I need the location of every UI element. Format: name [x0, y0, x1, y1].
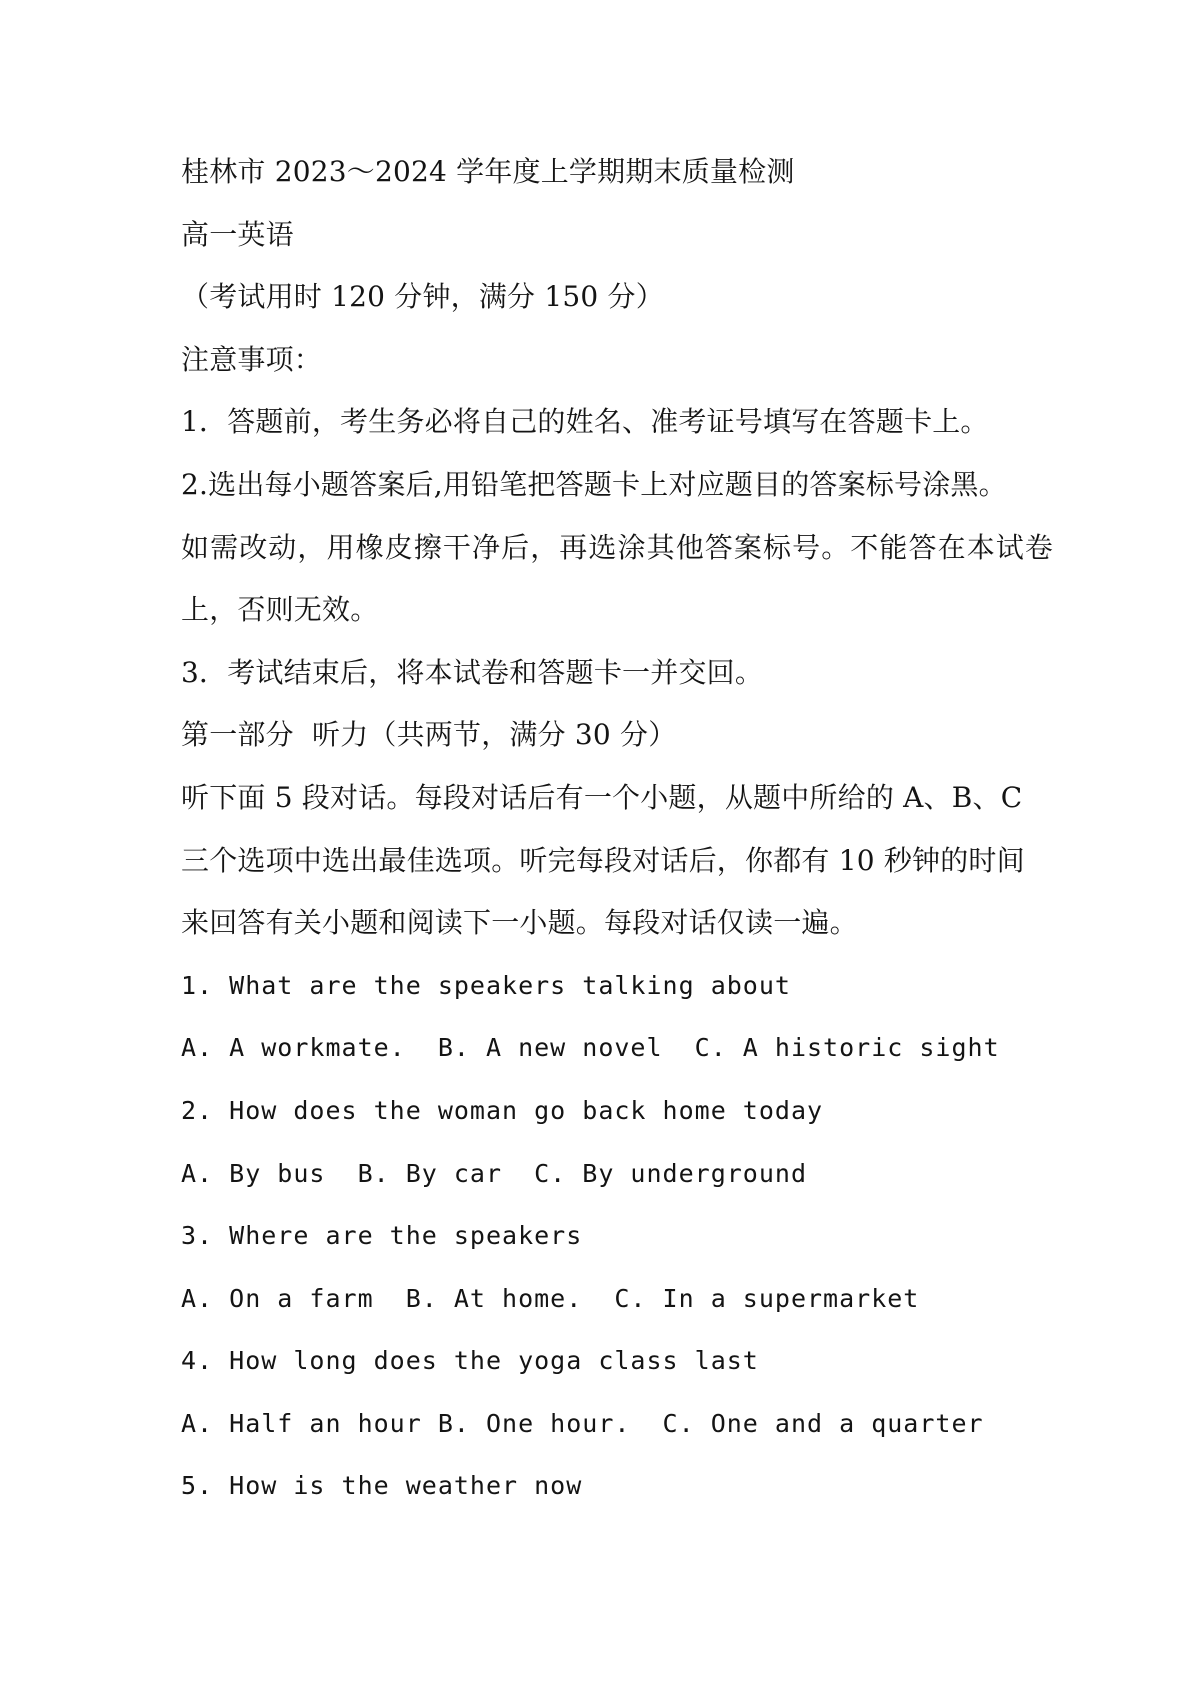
instructions-line-2: 三个选项中选出最佳选项。听完每段对话后，你都有 10 秒钟的时间	[181, 843, 1025, 877]
question-2: 2. How does the woman go back home today	[181, 1095, 824, 1125]
notice-heading: 注意事项：	[181, 342, 323, 376]
question-1-options: A. A workmate. B. A new novel C. A historic sight	[181, 1033, 1000, 1063]
notice-item-2-cont: 如需改动，用橡皮擦干净后，再选涂其他答案标号。不能答在本试卷	[181, 530, 1055, 564]
instructions-line-1: 听下面 5 段对话。每段对话后有一个小题，从题中所给的 A、B、C	[181, 780, 1023, 814]
exam-info: （考试用时 120 分钟，满分 150 分）	[181, 280, 664, 314]
question-3-options: A. On a farm B. At home. C. In a supermarket	[181, 1283, 920, 1313]
question-5: 5. How is the weather now	[181, 1471, 583, 1501]
exam-subject: 高一英语	[181, 217, 294, 251]
question-4-options: A. Half an hour B. One hour. C. One and a quarter	[181, 1408, 984, 1438]
question-4: 4. How long does the yoga class last	[181, 1346, 759, 1376]
question-3: 3. Where are the speakers	[181, 1221, 583, 1251]
question-2-options: A. By bus B. By car C. By underground	[181, 1158, 807, 1188]
notice-item-2: 2.选出每小题答案后,用铅笔把答题卡上对应题目的答案标号涂黑。	[181, 467, 1007, 501]
notice-item-2-end: 上，否则无效。	[181, 593, 379, 627]
part-one-heading: 第一部分 听力（共两节，满分 30 分）	[181, 718, 677, 752]
question-1: 1. What are the speakers talking about	[181, 970, 791, 1000]
exam-title: 桂林市 2023～2024 学年度上学期期末质量检测	[181, 155, 795, 188]
notice-item-3: 3．考试结束后，将本试卷和答题卡一并交回。	[181, 655, 764, 689]
notice-item-1: 1．答题前，考生务必将自己的姓名、准考证号填写在答题卡上。	[181, 405, 989, 439]
document-body	[181, 150, 1055, 1527]
instructions-line-3: 来回答有关小题和阅读下一小题。每段对话仅读一遍。	[181, 906, 858, 940]
